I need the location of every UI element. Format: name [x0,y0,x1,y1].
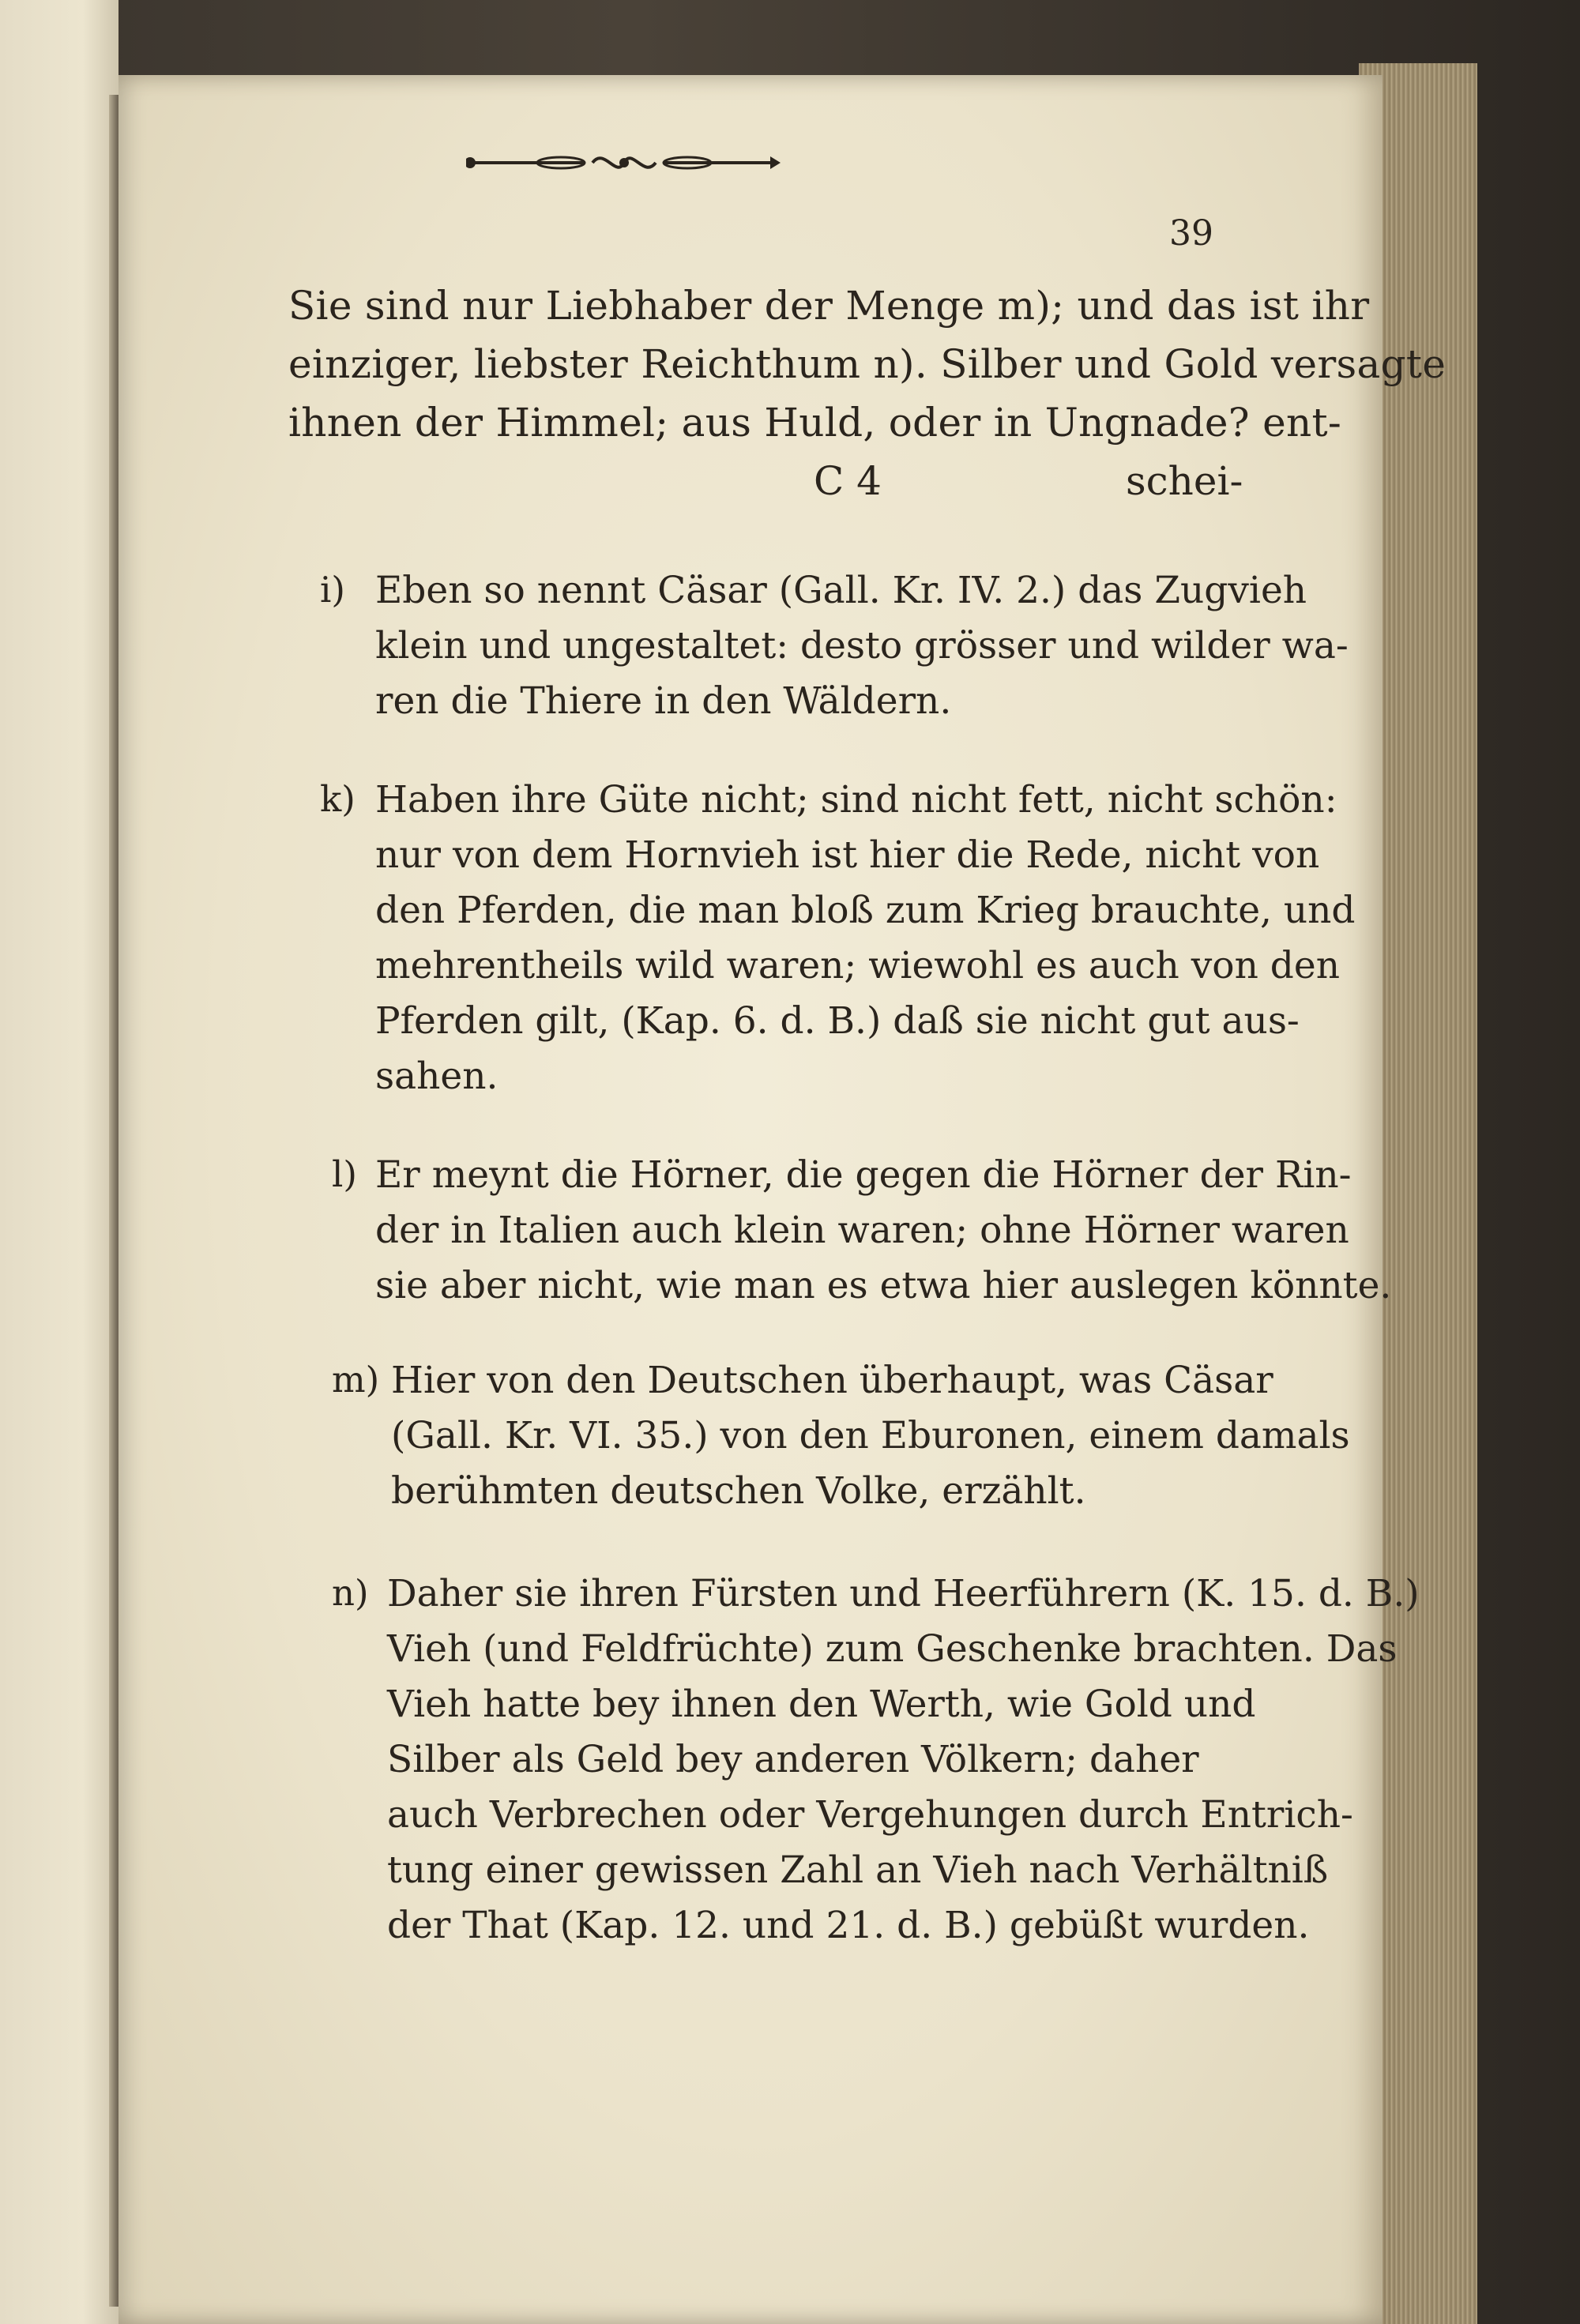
footnote-label: n) [332,1572,369,1614]
footnote-label: k) [320,778,356,820]
footnote-line: Eben so nennt Cäsar (Gall. Kr. IV. 2.) das Zugvieh [375,569,1307,612]
footnote-line: Hier von den Deutschen überhaupt, was Cäsar [391,1359,1273,1402]
footnote-line: Er meynt die Hörner, die gegen die Hörner der Rin- [375,1153,1352,1197]
footnote-line: Pferden gilt, (Kap. 6. d. B.) daß sie nicht gut aus- [375,999,1300,1043]
left-page-edge [0,0,118,2324]
footnote-line: Vieh hatte bey ihnen den Werth, wie Gold und [387,1683,1256,1726]
footnote-label: i) [320,569,345,611]
footnote-line: sie aber nicht, wie man es etwa hier auslegen könnte. [375,1264,1392,1307]
body-line: ihnen der Himmel; aus Huld, oder in Ungnade? ent- [288,400,1342,446]
body-line: einziger, liebster Reichthum n). Silber und Gold versagte [288,341,1446,387]
footnote-label: l) [332,1153,357,1195]
footnote-label: m) [332,1359,380,1401]
footnote-line: Daher sie ihren Fürsten und Heerführern (K. 15. d. B.) [387,1572,1420,1615]
page-number: 39 [1169,213,1213,254]
footnote-line: Vieh (und Feldfrüchte) zum Geschenke brachten. Das [387,1627,1398,1671]
footnote-line: (Gall. Kr. VI. 35.) von den Eburonen, einem damals [391,1414,1350,1457]
footnote-line: der in Italien auch klein waren; ohne Hörner waren [375,1209,1349,1252]
footnote-line: tung einer gewissen Zahl an Vieh nach Verhältniß [387,1848,1329,1892]
footnote-line: Silber als Geld bey anderen Völkern; daher [387,1738,1199,1781]
footnote-line: klein und ungestaltet: desto grösser und wilder wa- [375,624,1349,667]
footnote-line: der That (Kap. 12. und 21. d. B.) gebüßt wurden. [387,1904,1310,1947]
footnote-line: ren die Thiere in den Wäldern. [375,679,952,723]
footnote-line: auch Verbrechen oder Vergehungen durch Entrich- [387,1793,1353,1837]
footnote-line: sahen. [375,1055,498,1098]
footnote-line: nur von dem Hornvieh ist hier die Rede, nicht von [375,833,1320,877]
footnote-line: Haben ihre Güte nicht; sind nicht fett, nicht schön: [375,778,1337,822]
header-ornament [466,147,782,179]
footnote-line: mehrentheils wild waren; wiewohl es auch von den [375,944,1340,987]
printer-signature: C 4 [814,458,882,504]
footnote-line: berühmten deutschen Volke, erzählt. [391,1469,1086,1513]
body-line: Sie sind nur Liebhaber der Menge m); und das ist ihr [288,283,1370,329]
catchword: schei- [1126,458,1243,504]
footnote-line: den Pferden, die man bloß zum Krieg brauchte, und [375,889,1356,932]
